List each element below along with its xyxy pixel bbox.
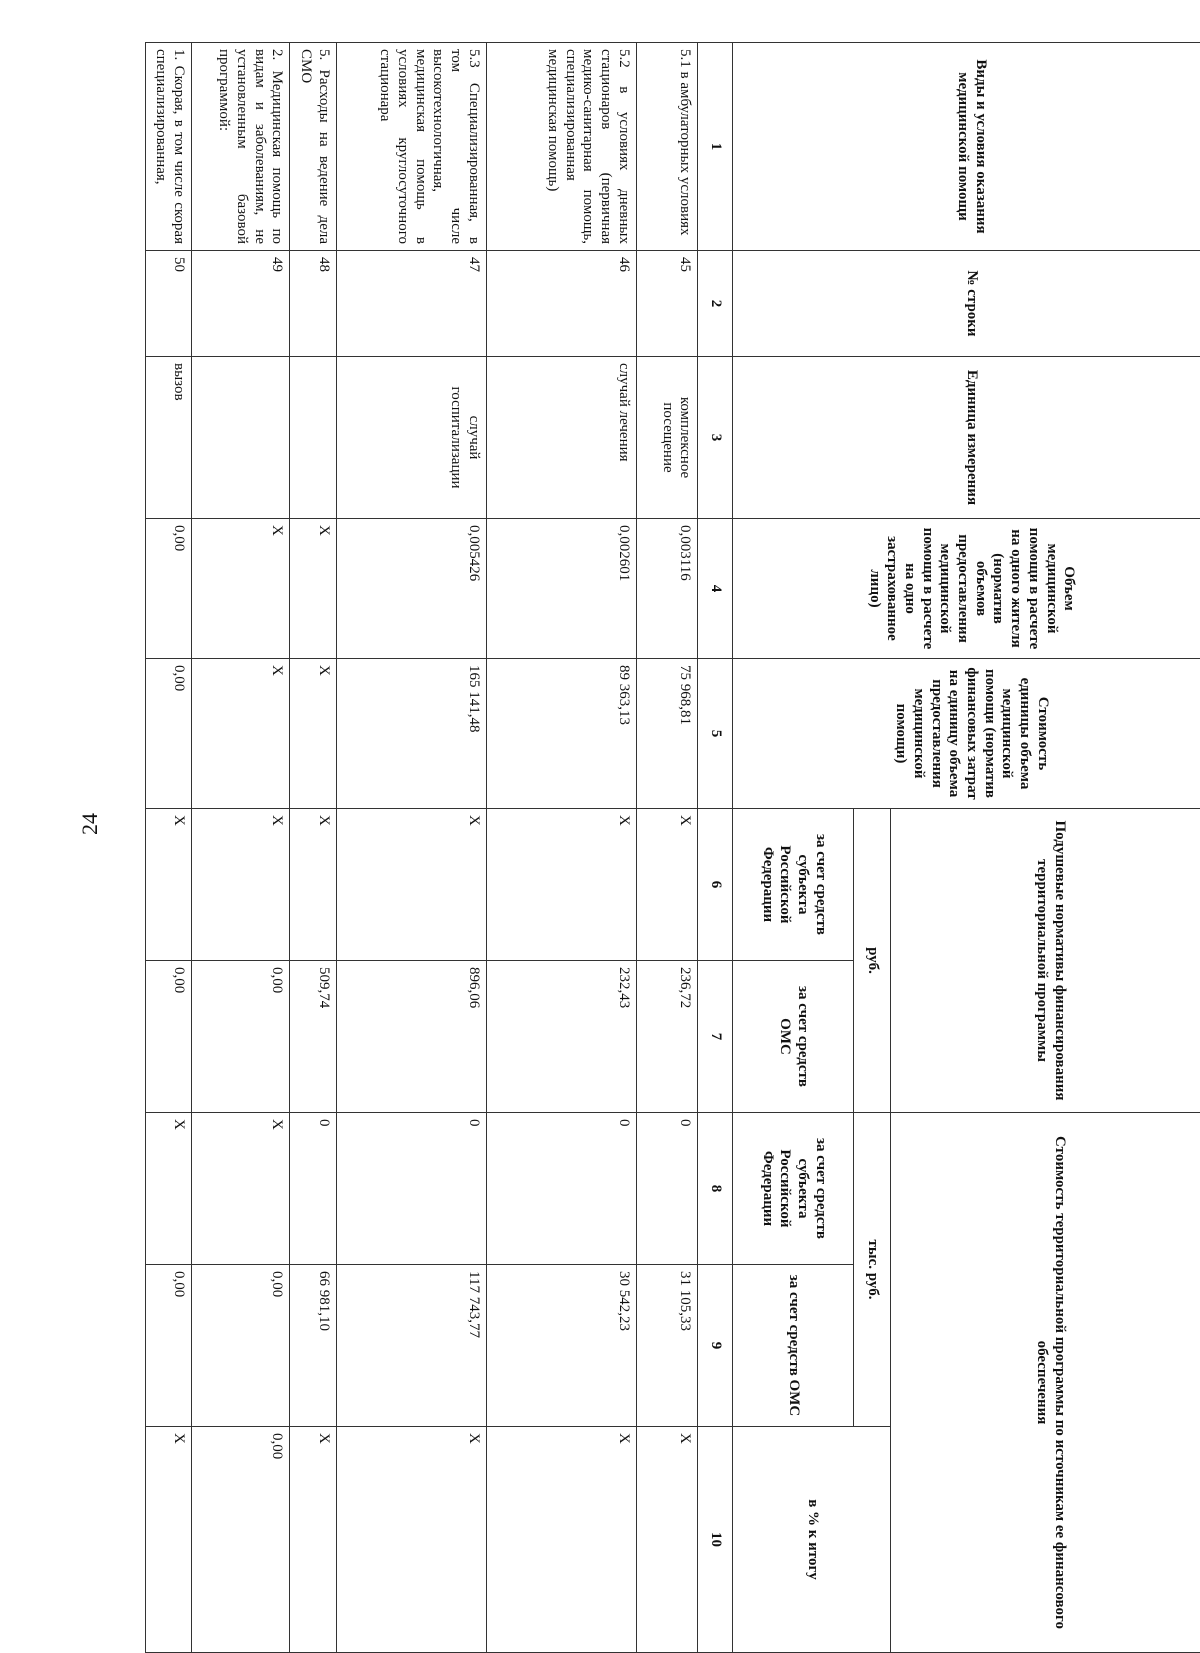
- row-unit: случай лечения: [486, 357, 636, 519]
- row-line-number: 47: [336, 251, 486, 357]
- row-cost-unit: X: [290, 659, 336, 809]
- header-group-per-capita: Подушевые нормативы финансирования территориальной программы: [891, 809, 1200, 1113]
- table-row: [636, 43, 698, 1653]
- row-per-capita-subject: X: [146, 809, 192, 961]
- header-unit-thousand-rub: тыс. руб.: [854, 1113, 891, 1427]
- column-number: 9: [698, 1265, 733, 1427]
- header-col6: за счет средств субъекта Российской Федерации: [733, 809, 854, 961]
- row-percent: 0,00: [191, 1427, 290, 1653]
- column-number: 10: [698, 1427, 733, 1653]
- row-line-number: 46: [486, 251, 636, 357]
- row-per-capita-subject: X: [636, 809, 698, 961]
- row-per-capita-oms: 896,06: [336, 961, 486, 1113]
- header-col1: Виды и условия оказания медицинской помощи: [733, 43, 1200, 251]
- row-total-subject: 0: [290, 1113, 336, 1265]
- rotated-table-container: [145, 42, 1200, 1652]
- row-total-oms: 0,00: [191, 1265, 290, 1427]
- header-col10: в % к итогу: [733, 1427, 891, 1653]
- row-volume: X: [191, 519, 290, 659]
- row-percent: X: [146, 1427, 192, 1653]
- row-total-oms: 66 981,10: [290, 1265, 336, 1427]
- row-line-number: 49: [191, 251, 290, 357]
- row-percent: X: [290, 1427, 336, 1653]
- row-name: 5.1 в амбулаторных условиях: [636, 43, 698, 251]
- row-name: 1. Скорая, в том числе скорая специализированная,: [146, 43, 192, 251]
- row-total-subject: X: [191, 1113, 290, 1265]
- row-total-subject: 0: [636, 1113, 698, 1265]
- header-col5: Стоимость единицы объема медицинской помощи (норматив финансовых затрат на единицу объема предоставления медицинской помощи): [733, 659, 1200, 809]
- cost-table: [145, 42, 1200, 1653]
- column-number: 8: [698, 1113, 733, 1265]
- row-name: 2. Медицинская помощь по видам и заболеваниям, не установленным базовой программой:: [191, 43, 290, 251]
- row-per-capita-oms: 236,72: [636, 961, 698, 1113]
- row-total-oms: 31 105,33: [636, 1265, 698, 1427]
- row-per-capita-oms: 509,74: [290, 961, 336, 1113]
- row-percent: X: [486, 1427, 636, 1653]
- column-number: 6: [698, 809, 733, 961]
- row-cost-unit: X: [191, 659, 290, 809]
- column-number: 1: [698, 43, 733, 251]
- header-col9: за счет средств ОМС: [733, 1265, 854, 1427]
- row-cost-unit: 75 968,81: [636, 659, 698, 809]
- column-number: 5: [698, 659, 733, 809]
- row-total-subject: 0: [486, 1113, 636, 1265]
- row-line-number: 48: [290, 251, 336, 357]
- row-unit: вызов: [146, 357, 192, 519]
- table-row: [486, 43, 636, 1653]
- table-row: [290, 43, 336, 1653]
- row-cost-unit: 165 141,48: [336, 659, 486, 809]
- row-unit: комплексное посещение: [636, 357, 698, 519]
- row-per-capita-oms: 232,43: [486, 961, 636, 1113]
- row-volume: 0,00: [146, 519, 192, 659]
- header-col7: за счет средств ОМС: [733, 961, 854, 1113]
- column-number: 2: [698, 251, 733, 357]
- header-group-cost: Стоимость территориальной программы по источникам ее финансового обеспечения: [891, 1113, 1200, 1653]
- row-line-number: 45: [636, 251, 698, 357]
- table-row: [336, 43, 486, 1653]
- header-unit-rub: руб.: [854, 809, 891, 1113]
- row-total-oms: 117 743,77: [336, 1265, 486, 1427]
- row-per-capita-subject: X: [290, 809, 336, 961]
- row-total-oms: 30 542,23: [486, 1265, 636, 1427]
- row-volume: 0,005426: [336, 519, 486, 659]
- row-name: 5.3 Специализированная, в том числе высокотехнологичная, медицинская помощь в условиях круглосуточного стационара: [336, 43, 486, 251]
- row-name: 5.2 в условиях дневных стационаров (первичная медико-санитарная помощь, специализированная медицинская помощь): [486, 43, 636, 251]
- table-row: [191, 43, 290, 1653]
- row-cost-unit: 0,00: [146, 659, 192, 809]
- row-per-capita-oms: 0,00: [146, 961, 192, 1113]
- row-name: 5. Расходы на ведение дела СМО: [290, 43, 336, 251]
- row-per-capita-subject: X: [336, 809, 486, 961]
- row-line-number: 50: [146, 251, 192, 357]
- row-unit: случай госпитализации: [336, 357, 486, 519]
- row-per-capita-subject: X: [191, 809, 290, 961]
- header-col3: Единица измерения: [733, 357, 1200, 519]
- column-number: 3: [698, 357, 733, 519]
- page-number: 24: [77, 813, 102, 835]
- column-number: 7: [698, 961, 733, 1113]
- table-row: [146, 43, 192, 1653]
- row-volume: 0,003116: [636, 519, 698, 659]
- row-volume: 0,002601: [486, 519, 636, 659]
- row-total-subject: X: [146, 1113, 192, 1265]
- row-volume: X: [290, 519, 336, 659]
- row-total-subject: 0: [336, 1113, 486, 1265]
- row-per-capita-subject: X: [486, 809, 636, 961]
- row-unit: [191, 357, 290, 519]
- row-percent: X: [336, 1427, 486, 1653]
- header-col4: Объем медицинской помощи в расчете на одного жителя (норматив объемов предоставления медицинской помощи в расчете на одно застрахованное лицо): [733, 519, 1200, 659]
- header-col8: за счет средств субъекта Российской Федерации: [733, 1113, 854, 1265]
- row-cost-unit: 89 363,13: [486, 659, 636, 809]
- row-percent: X: [636, 1427, 698, 1653]
- column-number: 4: [698, 519, 733, 659]
- row-total-oms: 0,00: [146, 1265, 192, 1427]
- header-col2: № строки: [733, 251, 1200, 357]
- row-per-capita-oms: 0,00: [191, 961, 290, 1113]
- row-unit: [290, 357, 336, 519]
